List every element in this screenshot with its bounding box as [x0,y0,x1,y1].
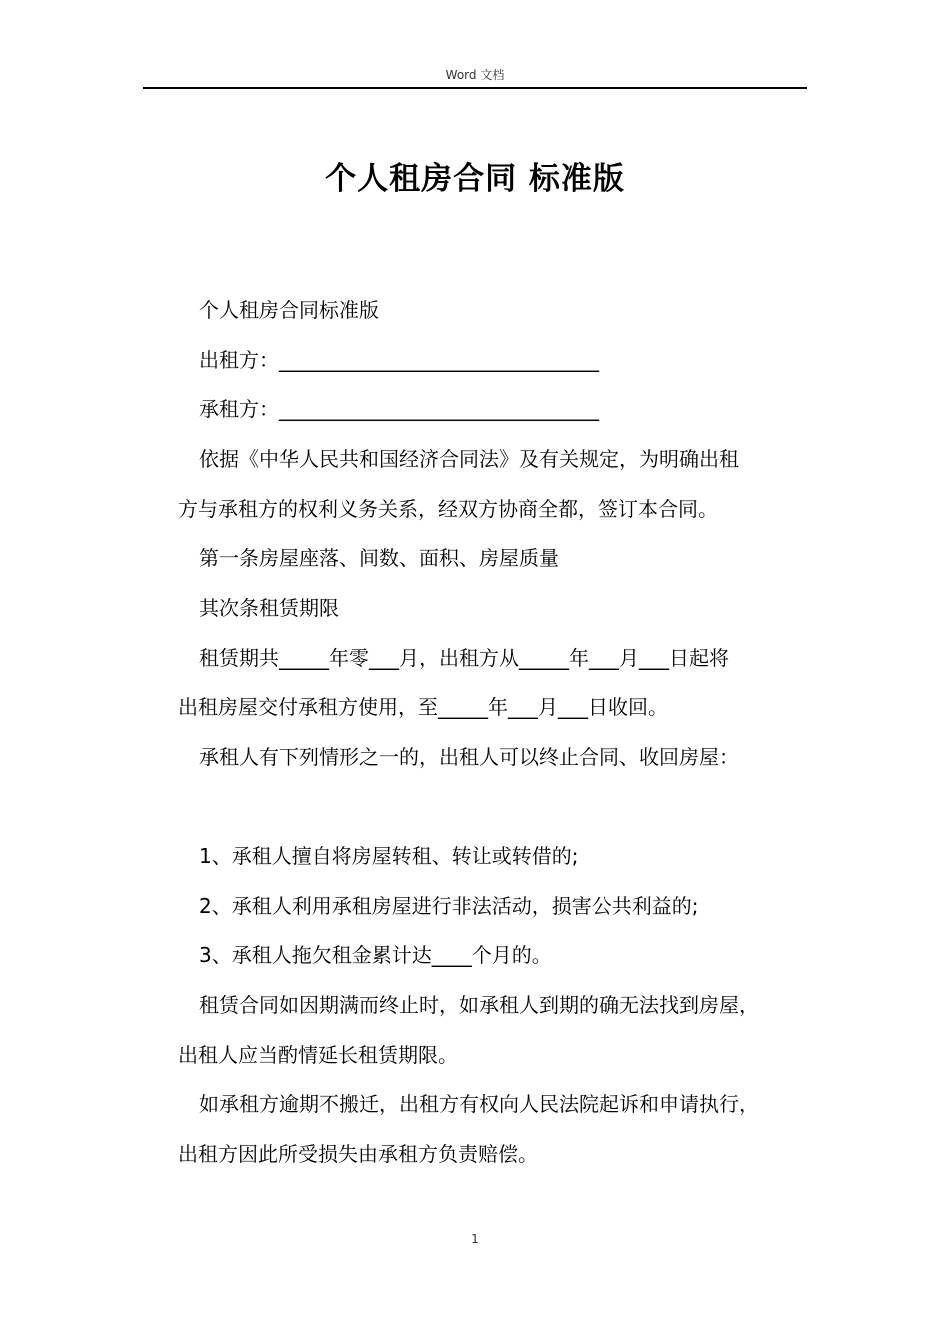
list-item: 2、承租人利用承租房屋进行非法活动，损害公共利益的; [199,894,699,918]
document-title: 个人租房合同 标准版 [325,161,625,197]
paragraph-line: 方与承租方的权利义务关系，经双方协商全都，签订本合同。 [178,497,718,521]
article-heading: 其次条租赁期限 [199,596,339,620]
paragraph-line: 出租人应当酌情延长租赁期限。 [178,1043,458,1067]
paragraph-line: 租赁合同如因期满而终止时，如承租人到期的确无法找到房屋， [199,993,759,1017]
paragraph-line: 承租人有下列情形之一的，出租人可以终止合同、收回房屋： [199,745,739,769]
subtitle-line: 个人租房合同标准版 [199,298,379,322]
article-heading: 第一条房屋座落、间数、面积、房屋质量 [199,546,559,570]
list-item: 3、承租人拖欠租金累计达____个月的。 [199,943,552,967]
paragraph-line: 如承租方逾期不搬迁，出租方有权向人民法院起诉和申请执行， [199,1092,759,1116]
paragraph-line: 租赁期共_____年零___月，出租方从_____年___月___日起将 [199,646,729,670]
lessor-field: 出租方：________________________________ [199,348,599,372]
page-header-label: Word 文档 [445,68,505,82]
paragraph-line: 出租方因此所受损失由承租方负责赔偿。 [178,1142,538,1166]
list-item: 1、承租人擅自将房屋转租、转让或转借的; [199,844,579,868]
header-divider [143,87,807,89]
paragraph-line: 依据《中华人民共和国经济合同法》及有关规定，为明确出租 [199,447,739,471]
page-number: 1 [471,1232,479,1246]
paragraph-line: 出租房屋交付承租方使用，至_____年___月___日收回。 [178,695,668,719]
lessee-field: 承租方：________________________________ [199,397,599,421]
